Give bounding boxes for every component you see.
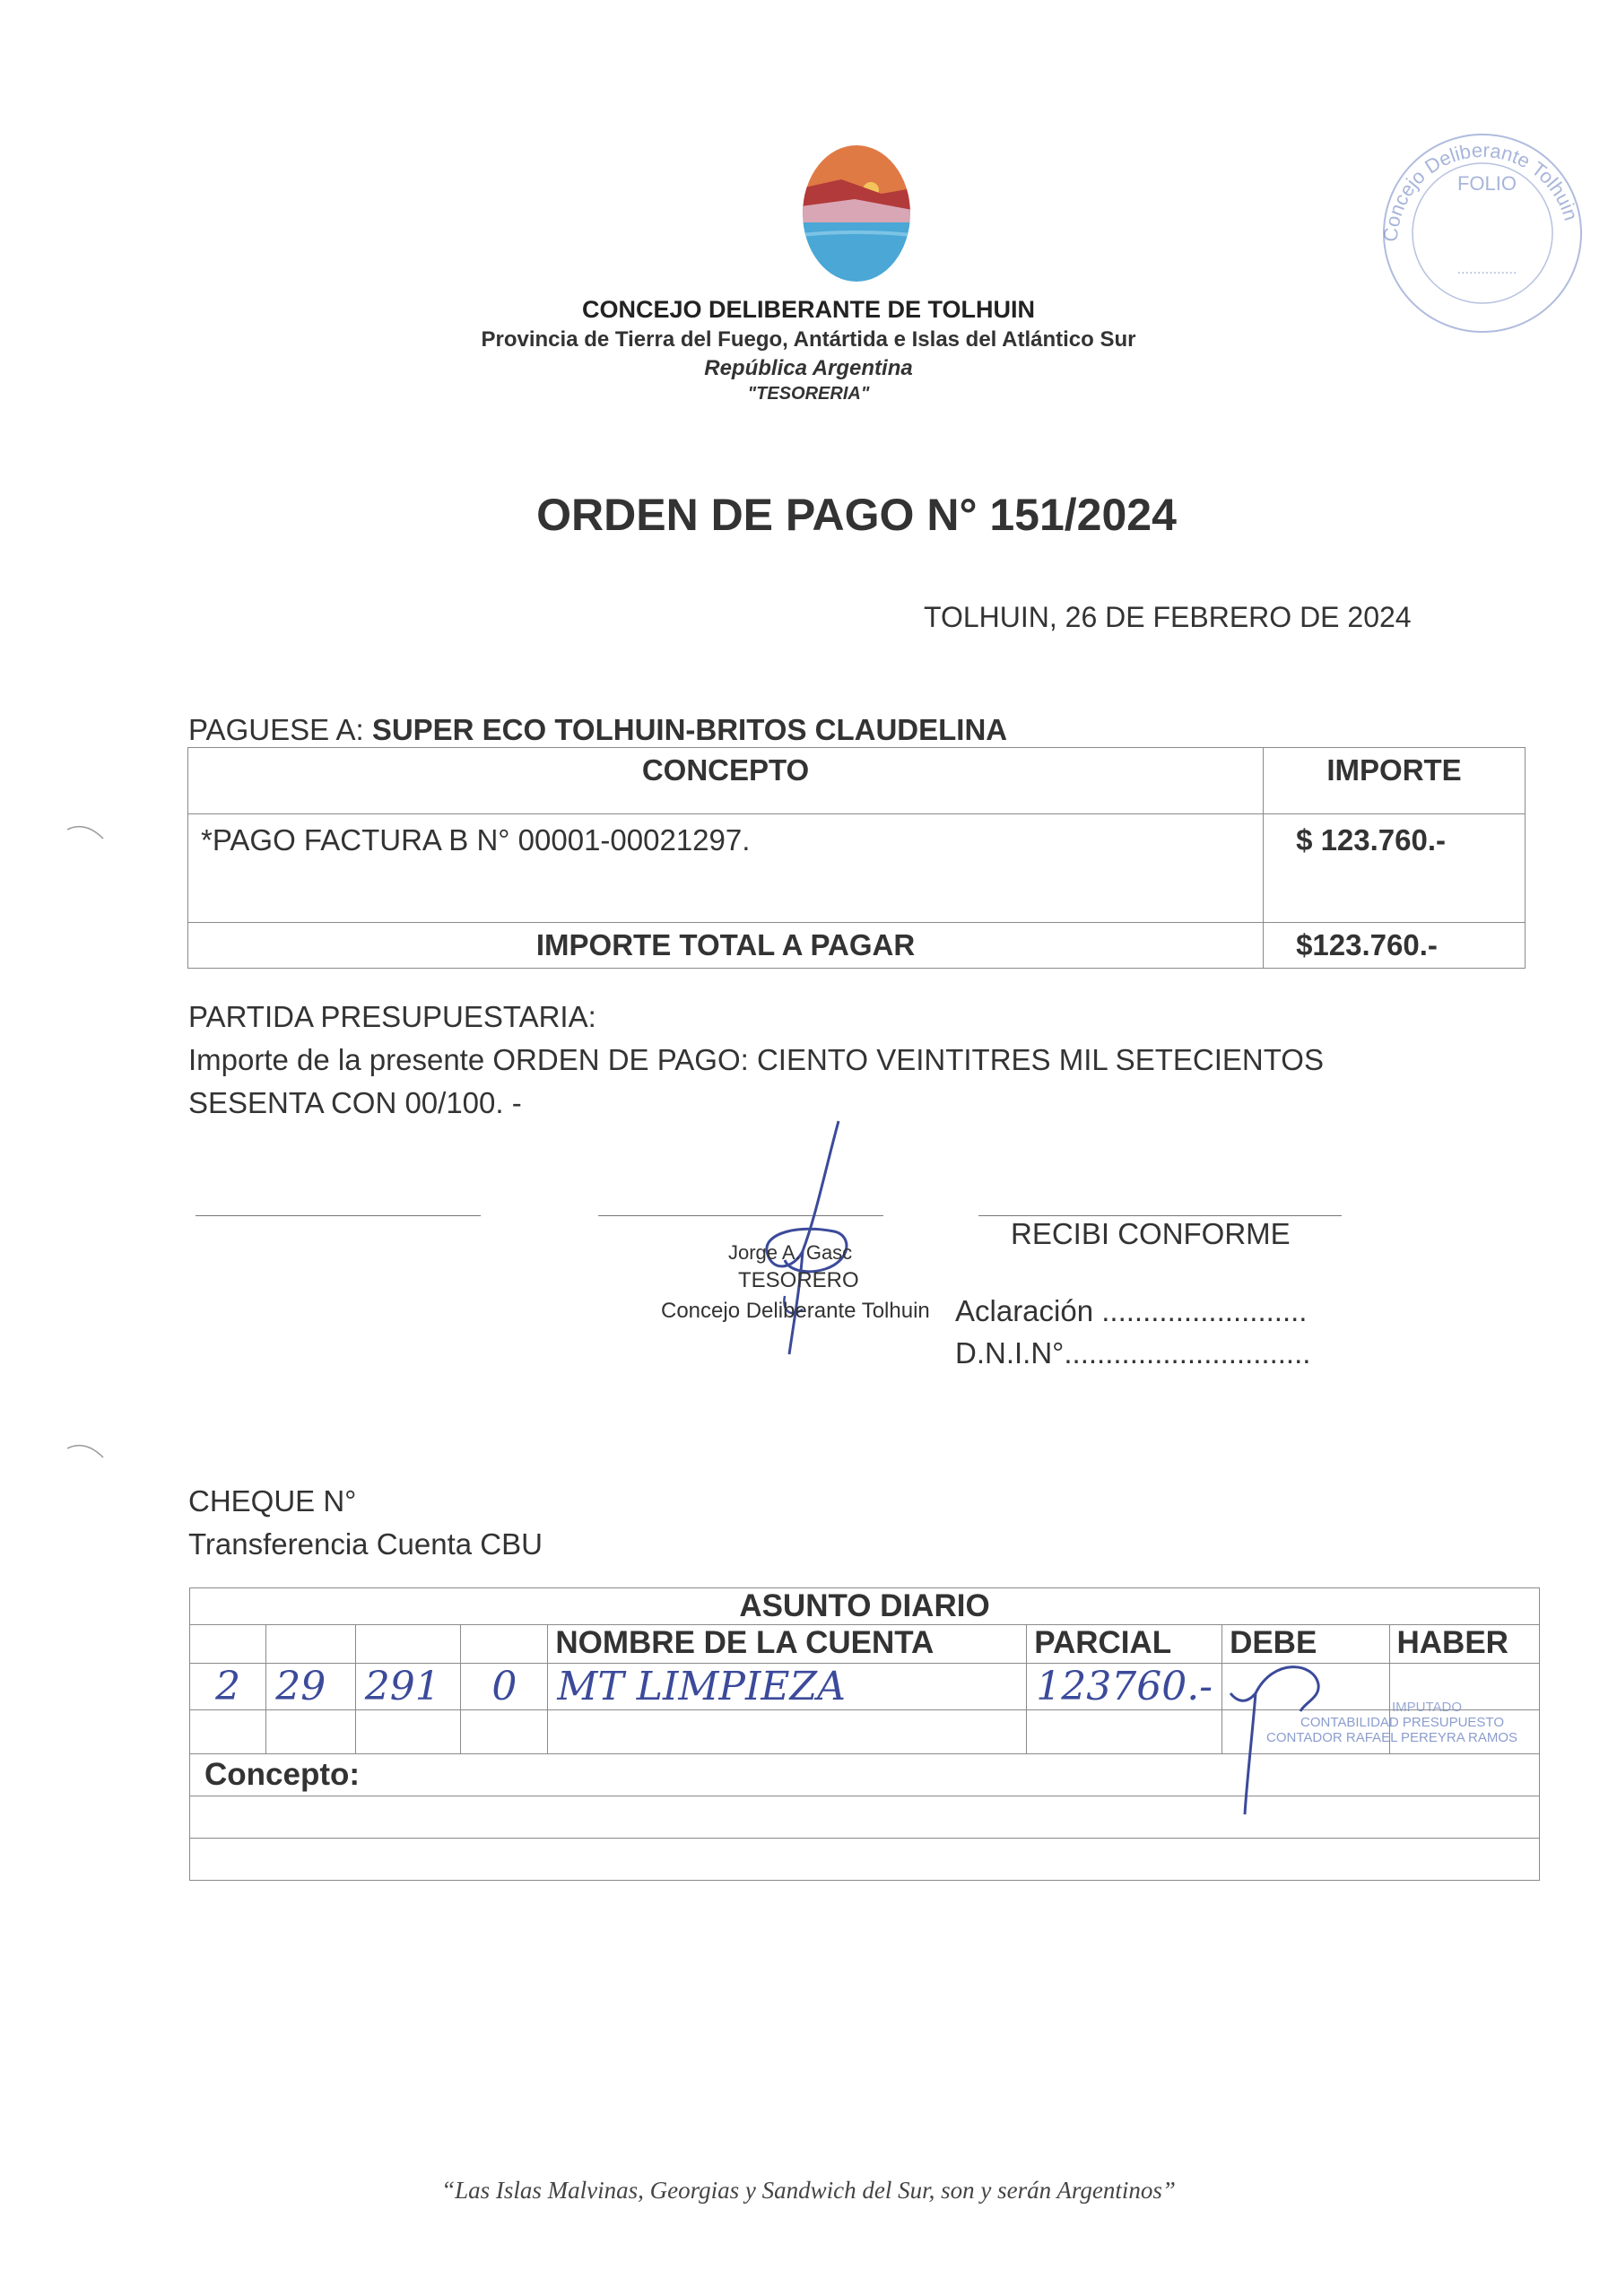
col-haber-header: HABER (1389, 1625, 1540, 1664)
binder-mark-2 (63, 1439, 108, 1466)
col-importe-header: IMPORTE (1264, 748, 1526, 814)
page-title: ORDEN DE PAGO N° 151/2024 (536, 490, 1177, 540)
partida-label: PARTIDA PRESUPUESTARIA: (188, 1000, 596, 1033)
hw-cell-2: 29 (266, 1664, 356, 1710)
recibi-conforme: RECIBI CONFORME (1011, 1217, 1291, 1250)
stamp-circle-text: Concejo Deliberante Tolhuin (1378, 138, 1583, 243)
binder-mark-1 (63, 821, 108, 848)
item-importe: $ 123.760.- (1264, 814, 1526, 923)
signature-line-1 (196, 1215, 481, 1216)
cheque-block (188, 1480, 543, 1566)
item-concepto: *PAGO FACTURA B N° 00001-00021297. (188, 814, 1264, 923)
cheque-label: CHEQUE N° (188, 1484, 357, 1518)
payee-line (188, 713, 1007, 747)
concepto-label: Concepto: (190, 1754, 1540, 1796)
concejo-logo (801, 144, 912, 283)
col-parcial-header: PARCIAL (1027, 1625, 1222, 1664)
signature-line-3 (978, 1215, 1342, 1216)
transfer-label: Transferencia Cuenta CBU (188, 1527, 543, 1561)
country-name: República Argentina (704, 356, 913, 380)
payee-name: SUPER ECO TOLHUIN-BRITOS CLAUDELINA (371, 713, 1008, 746)
date-line: TOLHUIN, 26 DE FEBRERO DE 2024 (924, 601, 1412, 633)
province-name: Provincia de Tierra del Fuego, Antártida e Islas del Atlántico Sur (481, 327, 1136, 352)
hw-nombre: MT LIMPIEZA (548, 1664, 1027, 1710)
partida-block (188, 996, 1324, 1125)
stamp-contador: CONTADOR RAFAEL PEREYRA RAMOS (1266, 1730, 1518, 1745)
office-name: "TESORERIA" (747, 384, 870, 404)
treasurer-org: Concejo Deliberante Tolhuin (661, 1299, 930, 1323)
partida-line-1: Importe de la presente ORDEN DE PAGO: CIENTO VEINTITRES MIL SETECIENTOS (188, 1043, 1324, 1076)
hw-cell-4: 0 (461, 1664, 548, 1710)
total-value: $123.760.- (1264, 923, 1526, 969)
partida-line-2: SESENTA CON 00/100. - (188, 1086, 522, 1119)
stamp-contabilidad: CONTABILIDAD PRESUPUESTO (1300, 1715, 1504, 1730)
stamp-imputado: IMPUTADO (1392, 1700, 1463, 1715)
treasurer-name: Jorge A. Gasc (728, 1241, 853, 1264)
debe-signature-mark (1220, 1648, 1327, 1819)
col-debe-header: DEBE (1222, 1625, 1389, 1664)
stamp-folio-label: FOLIO (1456, 172, 1517, 195)
treasurer-role: TESORERO (738, 1268, 859, 1292)
footer-motto: “Las Islas Malvinas, Georgias y Sandwich del Sur, son y serán Argentinos” (441, 2177, 1176, 2204)
diary-title: ASUNTO DIARIO (190, 1588, 1540, 1625)
hw-cell-3: 291 (355, 1664, 461, 1710)
hw-cell-1: 2 (190, 1664, 266, 1710)
organization-name: CONCEJO DELIBERANTE DE TOLHUIN (581, 296, 1036, 323)
aclaracion-field: Aclaración ......................... (955, 1294, 1308, 1327)
payee-label: PAGUESE A: (188, 713, 372, 746)
total-label: IMPORTE TOTAL A PAGAR (188, 923, 1264, 969)
col-nombre-header: NOMBRE DE LA CUENTA (548, 1625, 1027, 1664)
dni-field: D.N.I.N°.............................. (955, 1336, 1311, 1370)
stamp-dots: ............... (1456, 262, 1517, 277)
hw-parcial: 123760.- (1027, 1664, 1222, 1710)
col-concepto-header: CONCEPTO (188, 748, 1264, 814)
payment-table (187, 747, 1526, 969)
